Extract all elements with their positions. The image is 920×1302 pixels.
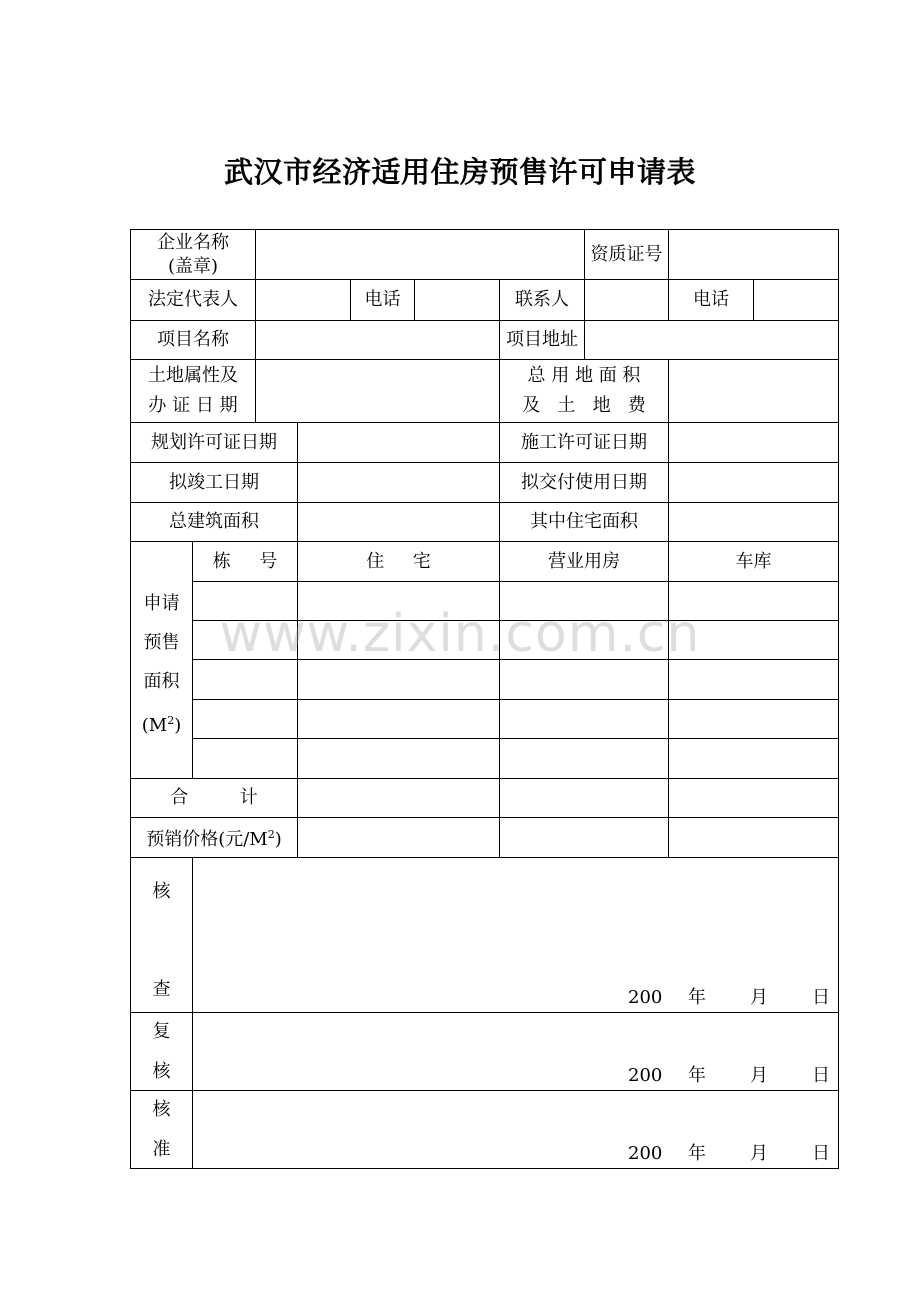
presale-row xyxy=(131,739,839,779)
presale-area-unit-sup: 2 xyxy=(167,713,175,727)
garage-cell[interactable] xyxy=(669,700,839,739)
presale-area-unit xyxy=(133,701,190,745)
row-areas xyxy=(131,503,839,542)
phone-label-1: 电话 xyxy=(351,280,415,321)
approve-date xyxy=(628,1142,830,1166)
review-date xyxy=(628,986,830,1010)
residential-cell[interactable] xyxy=(298,582,500,621)
review-year-prefix: 200 xyxy=(628,987,663,1008)
total-land-label xyxy=(500,360,669,423)
recheck-field[interactable] xyxy=(193,1013,839,1091)
company-name-field[interactable] xyxy=(256,230,585,280)
garage-cell[interactable] xyxy=(669,621,839,660)
commercial-cell[interactable] xyxy=(500,660,669,700)
phone-field-1[interactable] xyxy=(415,280,500,321)
presale-row xyxy=(131,660,839,700)
row-permits xyxy=(131,423,839,463)
review-year-label: 年 xyxy=(688,987,706,1008)
residential-cell[interactable] xyxy=(298,660,500,700)
presale-price-sup: 2 xyxy=(267,828,275,841)
project-name-field[interactable] xyxy=(256,321,500,360)
row-approve xyxy=(131,1091,839,1169)
subtotal-garage-field[interactable] xyxy=(669,779,839,818)
project-name-label: 项目名称 xyxy=(131,321,256,360)
approve-year-prefix: 200 xyxy=(628,1143,663,1164)
row-dates xyxy=(131,463,839,503)
project-address-field[interactable] xyxy=(585,321,839,360)
row-recheck xyxy=(131,1013,839,1091)
residential-cell[interactable] xyxy=(298,700,500,739)
construction-permit-field[interactable] xyxy=(669,423,839,463)
garage-cell[interactable] xyxy=(669,660,839,700)
review-text-2: 查 xyxy=(152,979,171,1000)
commercial-cell[interactable] xyxy=(500,582,669,621)
commercial-cell[interactable] xyxy=(500,739,669,779)
contact-field[interactable] xyxy=(585,280,669,321)
subtotal-residential-field[interactable] xyxy=(298,779,500,818)
phone-field-2[interactable] xyxy=(754,280,838,320)
residential-cell[interactable] xyxy=(298,621,500,660)
residential-area-label: 其中住宅面积 xyxy=(500,503,669,542)
recheck-date xyxy=(628,1064,830,1088)
total-land-field[interactable] xyxy=(669,360,839,423)
presale-area-text-1: 申请 xyxy=(143,592,180,614)
presale-row xyxy=(131,700,839,739)
recheck-day-label: 日 xyxy=(812,1065,830,1086)
building-cell[interactable] xyxy=(193,739,298,779)
review-text-1: 核 xyxy=(152,881,171,902)
presale-price-text: 预销价格(元/M xyxy=(146,829,268,850)
recheck-text-2: 核 xyxy=(152,1060,171,1082)
recheck-year-label: 年 xyxy=(688,1065,706,1086)
application-form-table xyxy=(130,229,839,1169)
legal-rep-label: 法定代表人 xyxy=(131,280,256,321)
construction-permit-label: 施工许可证日期 xyxy=(500,423,669,463)
company-name-label xyxy=(131,230,256,280)
completion-date-label: 拟竣工日期 xyxy=(131,463,298,503)
page-title: 武汉市经济适用住房预售许可申请表 xyxy=(223,155,696,189)
presale-price-label xyxy=(131,818,298,858)
presale-row xyxy=(131,582,839,621)
total-land-text-2: 及 土 地 费 xyxy=(522,395,646,416)
land-attr-text-2: 办 证 日 期 xyxy=(148,395,238,416)
row-project xyxy=(131,321,839,360)
row-legal-rep xyxy=(131,280,839,321)
total-floor-area-label: 总建筑面积 xyxy=(131,503,298,542)
company-seal-text: (盖章) xyxy=(167,255,219,277)
building-cell[interactable] xyxy=(193,660,298,700)
garage-cell[interactable] xyxy=(669,739,839,779)
company-name-text: 企业名称 xyxy=(157,231,229,253)
residential-cell[interactable] xyxy=(298,739,500,779)
recheck-year-prefix: 200 xyxy=(628,1065,663,1086)
row-review xyxy=(131,858,839,1013)
completion-date-field[interactable] xyxy=(298,463,500,503)
col-residential-header: 住 宅 xyxy=(298,542,500,582)
qualification-no-label: 资质证号 xyxy=(585,230,669,280)
col-building-header: 栋 号 xyxy=(193,542,298,582)
presale-area-unit-close: ) xyxy=(174,714,182,736)
watermark: www.zixin.com.cn xyxy=(219,604,701,664)
recheck-month-label: 月 xyxy=(750,1065,768,1086)
planning-permit-field[interactable] xyxy=(298,423,500,463)
col-commercial-header: 营业用房 xyxy=(500,542,669,582)
review-month-label: 月 xyxy=(750,987,768,1008)
commercial-cell[interactable] xyxy=(500,700,669,739)
approve-text-2: 准 xyxy=(152,1138,171,1160)
presale-area-text-2: 预售 xyxy=(143,631,180,653)
approve-month-label: 月 xyxy=(750,1143,768,1164)
building-cell[interactable] xyxy=(193,700,298,739)
review-label xyxy=(131,858,193,1013)
land-attr-field[interactable] xyxy=(256,360,500,423)
approve-text-1: 核 xyxy=(152,1098,171,1120)
row-presale-header xyxy=(131,542,839,582)
planning-permit-label: 规划许可证日期 xyxy=(131,423,298,463)
presale-price-garage-field[interactable] xyxy=(669,818,839,858)
review-field[interactable] xyxy=(193,858,839,1013)
delivery-date-label: 拟交付使用日期 xyxy=(500,463,669,503)
contact-label: 联系人 xyxy=(500,280,585,321)
presale-price-residential-field[interactable] xyxy=(298,818,500,858)
phone-group-2 xyxy=(669,280,839,321)
row-company xyxy=(131,230,839,280)
presale-price-close: ) xyxy=(274,829,282,850)
total-floor-area-field[interactable] xyxy=(298,503,500,542)
recheck-text-1: 复 xyxy=(152,1020,171,1042)
col-garage-header: 车库 xyxy=(669,542,839,582)
row-land xyxy=(131,360,839,423)
presale-row xyxy=(131,621,839,660)
phone-label-2: 电话 xyxy=(669,280,754,320)
building-cell[interactable] xyxy=(193,582,298,621)
presale-area-label xyxy=(131,542,193,779)
delivery-date-field[interactable] xyxy=(669,463,839,503)
total-land-text-1: 总 用 地 面 积 xyxy=(527,365,641,386)
garage-cell[interactable] xyxy=(669,582,839,621)
building-cell[interactable] xyxy=(193,621,298,660)
project-address-label: 项目地址 xyxy=(500,321,585,360)
presale-price-commercial-field[interactable] xyxy=(500,818,669,858)
land-attr-label xyxy=(131,360,256,423)
recheck-label xyxy=(131,1013,193,1091)
approve-field[interactable] xyxy=(193,1091,839,1169)
subtotal-label: 合 计 xyxy=(131,779,298,818)
review-day-label: 日 xyxy=(812,987,830,1008)
subtotal-commercial-field[interactable] xyxy=(500,779,669,818)
qualification-no-field[interactable] xyxy=(669,230,839,280)
approve-year-label: 年 xyxy=(688,1143,706,1164)
land-attr-text-1: 土地属性及 xyxy=(148,365,238,386)
approve-day-label: 日 xyxy=(812,1143,830,1164)
residential-area-field[interactable] xyxy=(669,503,839,542)
presale-area-unit-text: (M xyxy=(141,714,168,736)
presale-area-text-3: 面积 xyxy=(143,670,180,692)
approve-label xyxy=(131,1091,193,1169)
commercial-cell[interactable] xyxy=(500,621,669,660)
row-presale-price xyxy=(131,818,839,858)
row-subtotal xyxy=(131,779,839,818)
legal-rep-field[interactable] xyxy=(256,280,351,321)
